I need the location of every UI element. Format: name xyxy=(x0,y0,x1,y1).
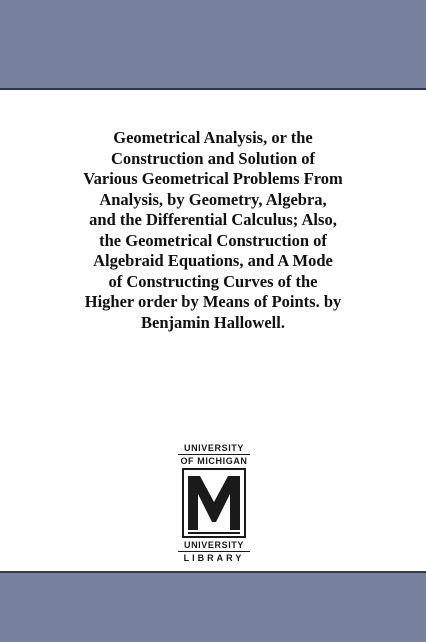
logo-of-michigan-text: OF MICHIGAN xyxy=(180,456,248,466)
university-of-michigan-library-logo xyxy=(178,443,250,569)
title-line: Construction and Solution of xyxy=(110,148,315,168)
book-title xyxy=(30,128,396,333)
logo-library-text: LIBRARY xyxy=(183,553,245,563)
title-line: Various Geometrical Problems From xyxy=(83,169,343,188)
m-monogram-icon xyxy=(182,468,246,538)
bottom-color-band xyxy=(0,571,426,642)
logo-divider xyxy=(178,551,250,552)
title-line: of Constructing Curves of the xyxy=(108,271,318,291)
title-line: Algebraid Equations, and A Mode xyxy=(93,251,333,270)
logo-university-text: UNIVERSITY xyxy=(183,540,244,550)
title-line: Higher order by Means of Points. by xyxy=(84,292,342,311)
title-line: the Geometrical Construction of xyxy=(99,230,327,250)
title-line: and the Differential Calculus; Also, xyxy=(89,210,337,229)
top-color-band xyxy=(0,0,426,90)
logo-divider xyxy=(178,454,250,455)
title-line: Benjamin Hallowell. xyxy=(141,312,285,332)
title-line: Analysis, by Geometry, Algebra, xyxy=(99,189,327,209)
logo-university-text: UNIVERSITY xyxy=(183,443,244,453)
title-line: Geometrical Analysis, or the xyxy=(113,128,313,147)
